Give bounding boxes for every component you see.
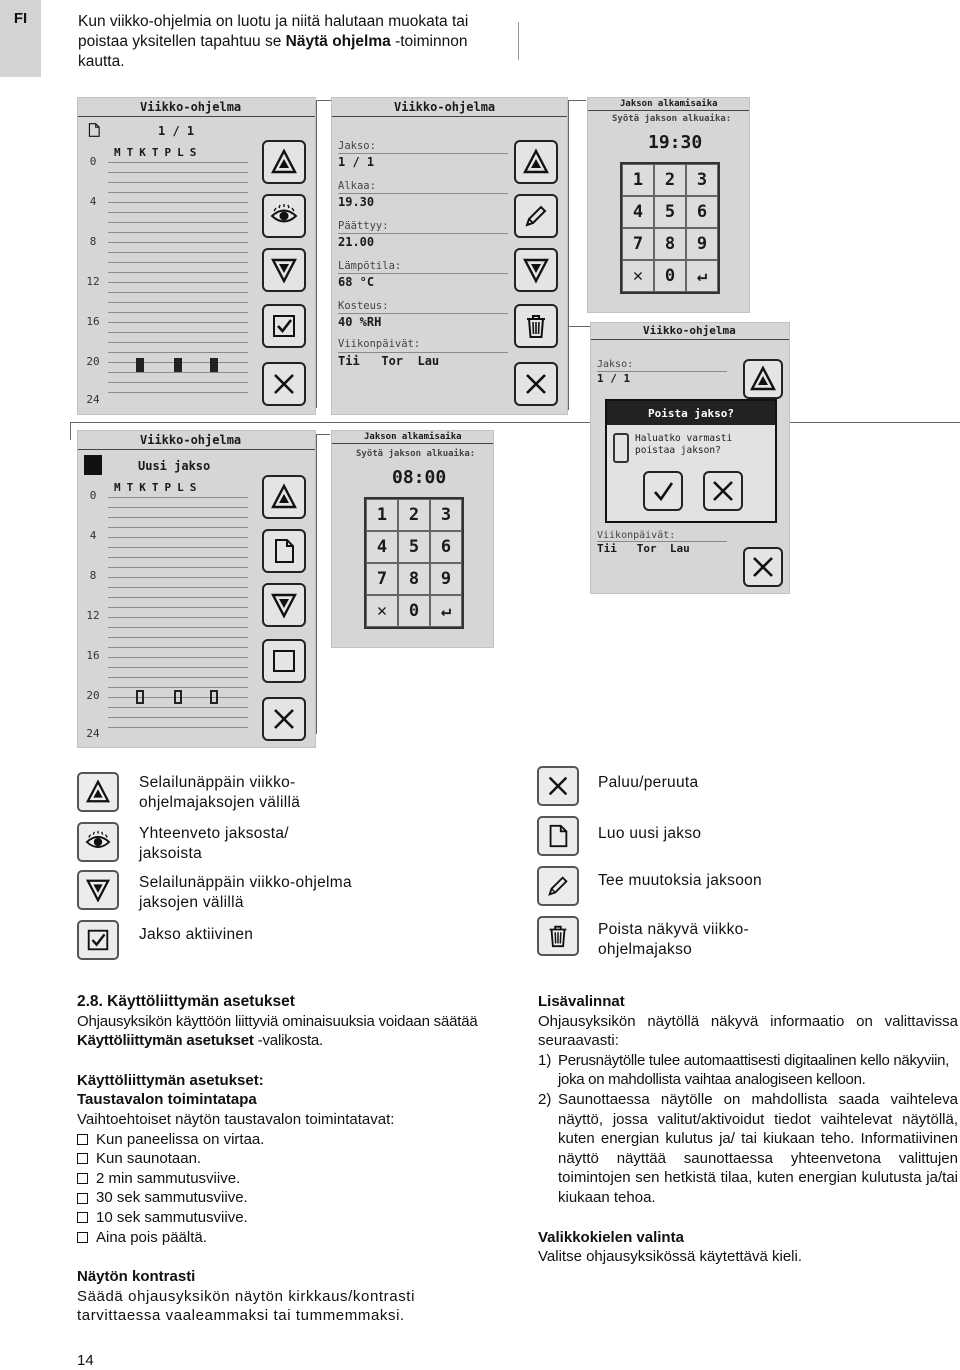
key-1[interactable]: 1 (622, 164, 654, 196)
grid-row-line (108, 242, 248, 243)
dialog-text: Haluatko varmasti poistaa jakson? (635, 433, 733, 456)
grid-row-line (108, 717, 248, 718)
grid-row-line (108, 707, 248, 708)
grid-row-line (108, 657, 248, 658)
empty-checkbox-icon (270, 647, 298, 675)
legend-scroll-down (77, 870, 119, 910)
hour-label: 0 (89, 489, 97, 502)
screen-start-time (587, 97, 750, 313)
hour-label: 16 (86, 649, 100, 662)
close-icon (270, 370, 298, 398)
section-extra-options (538, 992, 958, 1267)
grid-row-line (108, 162, 248, 163)
key-4[interactable]: 4 (622, 196, 654, 228)
field-value: 40 %RH (338, 315, 382, 329)
legend-text: Paluu/peruuta (598, 774, 699, 791)
field-value: 1 / 1 (597, 372, 631, 385)
key-1[interactable]: 1 (366, 499, 398, 531)
key-8[interactable]: 8 (654, 228, 686, 260)
screen-title: Viikko-ohjelma (643, 324, 736, 337)
legend-close (537, 766, 579, 806)
grid-row-line (108, 372, 248, 373)
close-button[interactable] (262, 697, 306, 741)
option-item (77, 1228, 497, 1248)
grid-row-line (108, 557, 248, 558)
legend-text: Yhteenveto jaksosta/ jaksoista (139, 825, 289, 862)
grid-row-line (108, 312, 248, 313)
grid-row-line (108, 232, 248, 233)
list-number: 1) (538, 1051, 552, 1069)
field-label: Lämpötila: (338, 260, 402, 272)
grid-row-line (108, 322, 248, 323)
confirm-button[interactable] (643, 471, 683, 511)
grid-row-line (108, 507, 248, 508)
scroll-up-button[interactable] (514, 140, 558, 184)
grid-row-line (108, 222, 248, 223)
legend-pencil (537, 866, 579, 906)
checkmark-icon (649, 477, 677, 505)
field-underline (597, 371, 727, 372)
option-item (77, 1169, 497, 1189)
key-7[interactable]: 7 (622, 228, 654, 260)
legend-checkbox (77, 920, 119, 960)
hour-label: 12 (86, 609, 100, 622)
period-bar (210, 358, 218, 372)
close-icon (709, 477, 737, 505)
grid-row-line (108, 567, 248, 568)
key-3[interactable]: 3 (686, 164, 718, 196)
header-line (78, 116, 316, 117)
header-line (588, 110, 750, 111)
close-button[interactable] (514, 362, 558, 406)
grid-row-line (108, 282, 248, 283)
dialog-title: Poista jakso? (607, 401, 775, 425)
grid-row-line (108, 587, 248, 588)
screen-title: Jakson alkamisaika (620, 99, 718, 109)
scroll-up-icon (749, 365, 777, 393)
grid-row-line (108, 342, 248, 343)
time-display: 19:30 (648, 132, 703, 153)
prompt-label: Syötä jakson alkuaika: (612, 114, 732, 124)
field-label: Jakso: (597, 359, 634, 370)
hour-label: 8 (89, 235, 97, 248)
option-text: 30 sek sammutusviive. (96, 1189, 248, 1207)
trash-icon (545, 923, 571, 949)
key-6[interactable]: 6 (686, 196, 718, 228)
checkbox-icon (77, 1193, 88, 1204)
scroll-up-button[interactable] (262, 140, 306, 184)
checkbox-icon (270, 312, 298, 340)
period-bar (174, 690, 182, 704)
document-icon (86, 121, 102, 139)
screen-period-details (331, 97, 568, 415)
screen-weekly-program (77, 97, 316, 415)
grid-row-line (108, 292, 248, 293)
grid-row-line (108, 647, 248, 648)
section-heading: Lisävalinnat (538, 993, 625, 1010)
delete-button[interactable] (514, 304, 558, 348)
new-document-icon (270, 537, 298, 565)
field-underline (338, 352, 508, 353)
period-bar (210, 690, 218, 704)
connector-line (568, 100, 586, 101)
new-document-icon (545, 823, 571, 849)
legend-new-document (537, 816, 579, 856)
close-icon (522, 370, 550, 398)
subheading: Käyttöliittymän asetukset: (77, 1071, 264, 1089)
grid-row-line (108, 627, 248, 628)
grid-row-line (108, 252, 248, 253)
key-cancel[interactable]: ✕ (366, 595, 398, 627)
period-bar (136, 358, 144, 372)
hour-label: 24 (86, 393, 100, 406)
option-item (77, 1130, 497, 1150)
close-icon (749, 553, 777, 581)
hour-label: 20 (86, 689, 100, 702)
cancel-button[interactable] (703, 471, 743, 511)
close-button[interactable] (262, 362, 306, 406)
spacer (538, 1208, 958, 1228)
new-period-button[interactable] (262, 529, 306, 573)
scroll-down-button[interactable] (514, 248, 558, 292)
sauna-icon (613, 433, 629, 463)
section-settings (77, 992, 497, 1326)
grid-row-line (108, 192, 248, 193)
key-2[interactable]: 2 (398, 499, 430, 531)
page-indicator: 1 / 1 (158, 124, 195, 138)
weekday-header: MTKTPLS (114, 146, 203, 159)
key-2[interactable]: 2 (654, 164, 686, 196)
checkbox-icon (77, 1134, 88, 1145)
confirm-dialog (605, 399, 777, 523)
grid-row-line (108, 332, 248, 333)
grid-row-line (108, 182, 248, 183)
intro-bold: Näytä ohjelma (285, 33, 391, 50)
checkbox-icon (85, 927, 111, 953)
option-item (77, 1208, 497, 1228)
close-button[interactable] (743, 547, 783, 587)
key-5[interactable]: 5 (654, 196, 686, 228)
grid-row-line (108, 597, 248, 598)
screen-subtitle: Uusi jakso (138, 459, 211, 473)
scroll-up-icon (85, 779, 111, 805)
field-label: Viikonpäivät: (338, 338, 421, 350)
hour-label: 4 (89, 195, 97, 208)
scroll-down-icon (85, 877, 111, 903)
field-label: Päättyy: (338, 220, 389, 232)
connector-line (316, 100, 332, 101)
hour-label: 20 (86, 355, 100, 368)
language-tab: FI (0, 0, 41, 77)
field-underline (338, 273, 508, 274)
header-line (591, 339, 790, 340)
numeric-keypad (364, 497, 464, 629)
field-label: Jakso: (338, 140, 376, 152)
grid-row-line (108, 382, 248, 383)
key-5[interactable]: 5 (398, 531, 430, 563)
grid-row-line (108, 352, 248, 353)
weekday-header: MTKTPLS (114, 481, 203, 494)
period-bar (136, 690, 144, 704)
key-7[interactable]: 7 (366, 563, 398, 595)
checkbox-icon (77, 1173, 88, 1184)
grid-row-line (108, 392, 248, 393)
pencil-icon (522, 202, 550, 230)
scroll-down-icon (522, 256, 550, 284)
list-item (538, 1051, 958, 1090)
header-line (78, 449, 316, 450)
section-paragraph (77, 1012, 497, 1051)
grid-row-line (108, 617, 248, 618)
option-item (77, 1188, 497, 1208)
grid-row-line (108, 577, 248, 578)
hour-label: 24 (86, 727, 100, 740)
legend-text: Tee muutoksia jaksoon (598, 872, 762, 889)
header-line (332, 443, 494, 444)
spacer (77, 1247, 497, 1267)
hour-label: 4 (89, 529, 97, 542)
hour-label: 16 (86, 315, 100, 328)
close-icon (270, 705, 298, 733)
hour-label: 12 (86, 275, 100, 288)
screen-title: Viikko-ohjelma (140, 433, 242, 447)
subheading: Näytön kontrasti (77, 1268, 196, 1286)
option-text: Kun paneelissa on virtaa. (96, 1130, 265, 1148)
trash-icon (522, 312, 550, 340)
screen-title: Jakson alkamisaika (364, 432, 462, 442)
subheading: Valikkokielen valinta (538, 1228, 684, 1246)
field-label: Alkaa: (338, 180, 376, 192)
legend-scroll-up (77, 772, 119, 812)
section-heading: 2.8. Käyttöliittymän asetukset (77, 993, 295, 1010)
list-text: Saunottaessa näytölle on mahdollista saada vaihteleva näyttö, jossa valitut/aktivoidut tiedot vaihtelevat näytöllä, kuten energian kulutus ja/ tai kiukaan teho. Informatiivinen näyttö näyttää saunottaessa yhteenvetona valittujen toimintojen sen hetkistä tilaa, kuten energian kulutusta ja/tai kiukaan tehoa. (558, 1090, 958, 1206)
hour-label: 8 (89, 569, 97, 582)
subheading: Taustavalon toimintatapa (77, 1091, 257, 1109)
scroll-down-button[interactable] (262, 583, 306, 627)
key-0[interactable]: 0 (654, 260, 686, 292)
legend-eye (77, 822, 119, 862)
numeric-keypad (620, 162, 720, 294)
grid-row-line (108, 727, 248, 728)
checkbox-icon (77, 1232, 88, 1243)
field-underline (597, 541, 727, 542)
paragraph-text: Ohjausyksikön käyttöön liittyviä ominaisuuksia voidaan säätää (77, 1012, 478, 1030)
grid-row-line (108, 547, 248, 548)
active-checkbox-button[interactable] (262, 304, 306, 348)
connector-line (568, 100, 569, 410)
field-underline (338, 233, 508, 234)
scroll-down-icon (270, 256, 298, 284)
scroll-up-icon (270, 483, 298, 511)
grid-row-line (108, 537, 248, 538)
field-value: 1 / 1 (338, 155, 375, 169)
intro-text: Kun viikko-ohjelmia on luotu ja niitä halutaan muokata tai poistaa yksitellen tapahtuu se (78, 13, 469, 50)
legend-text: Jakso aktiivinen (139, 926, 254, 943)
grid-row-line (108, 667, 248, 668)
scroll-down-button[interactable] (262, 248, 306, 292)
spacer (77, 1051, 497, 1071)
option-text: Kun saunotaan. (96, 1150, 202, 1168)
edit-button[interactable] (514, 194, 558, 238)
header-line (332, 116, 568, 117)
key-9[interactable]: 9 (686, 228, 718, 260)
paragraph: Valitse ohjausyksikössä käytettävä kieli. (538, 1248, 803, 1266)
field-label: Viikonpäivät: (597, 530, 676, 541)
screen-delete-confirm (590, 322, 790, 594)
legend-trash (537, 916, 579, 956)
legend-text: Selailunäppäin viikko-ohjelma jaksojen välillä (139, 874, 352, 911)
close-icon (545, 773, 571, 799)
connector-line (316, 100, 317, 408)
key-4[interactable]: 4 (366, 531, 398, 563)
grid-row-line (108, 302, 248, 303)
hour-label: 0 (89, 155, 97, 168)
checkbox-icon (77, 1212, 88, 1223)
period-bar (174, 358, 182, 372)
screen-title: Viikko-ohjelma (140, 100, 242, 114)
key-enter[interactable]: ↵ (430, 595, 462, 627)
option-text: Aina pois päältä. (96, 1228, 207, 1246)
connector-line (70, 422, 960, 423)
screen-new-period (77, 430, 316, 748)
scroll-up-button[interactable] (262, 475, 306, 519)
grid-row-line (108, 677, 248, 678)
page-number: 14 (77, 1352, 94, 1369)
intro-text-end: -toiminnon kautta. (78, 33, 468, 70)
paragraph: Säädä ohjausyksikön näytön kirkkaus/kontrasti tarvittaessa vaaleammaksi tai tummemmaksi. (77, 1287, 416, 1325)
key-0[interactable]: 0 (398, 595, 430, 627)
legend-text: Poista näkyvä viikko-ohjelmajakso (598, 921, 750, 958)
connector-line (568, 326, 590, 327)
time-display: 08:00 (392, 467, 447, 488)
intro-paragraph (78, 12, 498, 72)
field-value: 19.30 (338, 195, 375, 209)
legend-text: Selailunäppäin viikko-ohjelmajaksojen välillä (139, 774, 301, 811)
grid-row-line (108, 637, 248, 638)
field-underline (338, 153, 508, 154)
field-underline (338, 193, 508, 194)
eye-icon (85, 829, 111, 855)
scroll-down-icon (270, 591, 298, 619)
scroll-up-icon (522, 148, 550, 176)
connector-line (316, 434, 317, 734)
option-text: 2 min sammutusviive. (96, 1169, 241, 1187)
scroll-up-icon (270, 148, 298, 176)
key-3[interactable]: 3 (430, 499, 462, 531)
field-value: Tii Tor Lau (338, 354, 440, 368)
key-enter[interactable]: ↵ (686, 260, 718, 292)
list-item (538, 1090, 958, 1208)
screen-title: Viikko-ohjelma (394, 100, 496, 114)
key-6[interactable]: 6 (430, 531, 462, 563)
grid-row-line (108, 272, 248, 273)
list-text: Perusnäytölle tulee automaattisesti digitaalinen kello näkyviin, joka on mahdollista vaihtaa analogiseen kelloon. (558, 1051, 950, 1089)
key-cancel[interactable]: ✕ (622, 260, 654, 292)
grid-row-line (108, 202, 248, 203)
connector-line (70, 422, 71, 440)
field-value: 68 °C (338, 275, 375, 289)
grid-row-line (108, 527, 248, 528)
eye-icon (270, 202, 298, 230)
key-8[interactable]: 8 (398, 563, 430, 595)
option-text: 10 sek sammutusviive. (96, 1208, 248, 1226)
inactive-checkbox-button[interactable] (262, 639, 306, 683)
field-underline (338, 313, 508, 314)
paragraph: Vaihtoehtoiset näytön taustavalon toimintatavat: (77, 1110, 395, 1128)
summary-button[interactable] (262, 194, 306, 238)
pencil-icon (545, 873, 571, 899)
paragraph-text-end: -valikosta. (253, 1032, 324, 1050)
field-value: 21.00 (338, 235, 375, 249)
checkbox-icon (77, 1153, 88, 1164)
connector-line (316, 434, 330, 435)
screen-start-time-new (331, 430, 494, 648)
grid-row-line (108, 517, 248, 518)
prompt-label: Syötä jakson alkuaika: (356, 449, 476, 459)
list-number: 2) (538, 1090, 552, 1108)
grid-row-line (108, 607, 248, 608)
option-item (77, 1149, 497, 1169)
paragraph: Ohjausyksikön näytöllä näkyvä informaatio on valittavissa seuraavasti: (538, 1012, 958, 1050)
grid-row-line (108, 172, 248, 173)
key-9[interactable]: 9 (430, 563, 462, 595)
grid-row-line (108, 497, 248, 498)
paragraph-bold: Käyttöliittymän asetukset (77, 1032, 254, 1050)
scroll-up-button[interactable] (743, 359, 783, 399)
legend-text: Luo uusi jakso (598, 825, 702, 842)
grid-row-line (108, 262, 248, 263)
field-value: Tii Tor Lau (597, 542, 690, 555)
grid-row-line (108, 687, 248, 688)
grid-row-line (108, 212, 248, 213)
divider (518, 22, 519, 60)
document-icon (84, 455, 102, 475)
field-label: Kosteus: (338, 300, 389, 312)
